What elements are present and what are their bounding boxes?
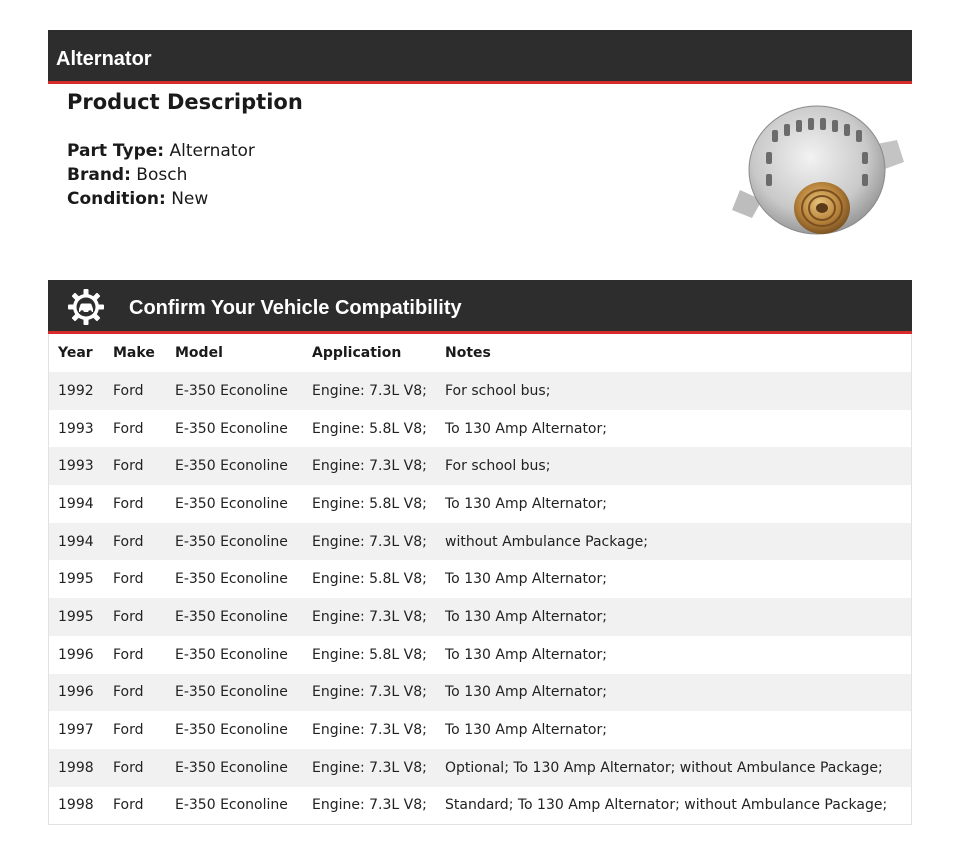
cell-make: Ford [113, 523, 175, 561]
cell-year: 1993 [49, 447, 113, 485]
cell-make: Ford [113, 722, 144, 739]
cell-application: Engine: 7.3L V8; [312, 598, 445, 636]
cell-notes: To 130 Amp Alternator; [445, 598, 911, 636]
cell-make: Ford [113, 598, 175, 636]
compatibility-table-container [48, 334, 912, 825]
table-row [49, 560, 911, 598]
part-type-label: Part Type: [67, 141, 165, 161]
column-header-model: Model [175, 345, 223, 361]
cell-application: Engine: 7.3L V8; [312, 749, 445, 787]
alternator-product-image [722, 90, 912, 250]
part-type-row [67, 141, 255, 161]
cell-notes: To 130 Amp Alternator; [445, 674, 911, 712]
page-title: Alternator [56, 48, 152, 70]
table-row [49, 485, 911, 523]
cell-application: Engine: 7.3L V8; [312, 674, 445, 712]
cell-notes: To 130 Amp Alternator; [445, 722, 607, 739]
table-row [49, 674, 911, 712]
table-row [49, 787, 911, 825]
table-row [49, 447, 911, 485]
cell-notes: To 130 Amp Alternator; [445, 420, 607, 437]
cell-model: E-350 Econoline [175, 598, 312, 636]
cell-model: E-350 Econoline [175, 372, 312, 410]
cell-model: E-350 Econoline [175, 797, 288, 814]
cell-notes: For school bus; [445, 447, 911, 485]
cell-application: Engine: 7.3L V8; [312, 372, 445, 410]
cell-make: Ford [113, 447, 175, 485]
cell-year: 1995 [58, 571, 94, 588]
alternator-header-bar [48, 30, 912, 84]
cell-model: E-350 Econoline [175, 523, 312, 561]
cell-year: 1994 [49, 523, 113, 561]
cell-notes: To 130 Amp Alternator; [445, 646, 607, 663]
brand-label: Brand: [67, 165, 131, 185]
table-header-row [49, 334, 911, 372]
cell-notes: without Ambulance Package; [445, 523, 911, 561]
compatibility-title: Confirm Your Vehicle Compatibility [129, 297, 462, 319]
cell-make: Ford [113, 749, 175, 787]
cell-application: Engine: 5.8L V8; [312, 420, 427, 437]
cell-model: E-350 Econoline [175, 495, 288, 512]
cell-year: 1997 [58, 722, 94, 739]
column-header-application: Application [312, 345, 402, 361]
column-header-notes: Notes [445, 345, 491, 361]
cell-year: 1994 [58, 495, 94, 512]
cell-make: Ford [113, 674, 175, 712]
cell-application: Engine: 7.3L V8; [312, 797, 427, 814]
cell-make: Ford [113, 420, 144, 437]
cell-year: 1993 [58, 420, 94, 437]
cell-year: 1996 [49, 674, 113, 712]
cell-application: Engine: 5.8L V8; [312, 646, 427, 663]
cell-year: 1995 [49, 598, 113, 636]
cell-application: Engine: 7.3L V8; [312, 722, 427, 739]
brand-value: Bosch [136, 165, 188, 185]
cell-application: Engine: 7.3L V8; [312, 447, 445, 485]
cell-make: Ford [113, 646, 144, 663]
cell-notes: To 130 Amp Alternator; [445, 571, 607, 588]
table-row [49, 598, 911, 636]
table-row [49, 372, 911, 410]
table-row [49, 636, 911, 674]
table-row [49, 749, 911, 787]
cell-model: E-350 Econoline [175, 674, 312, 712]
compatibility-table [49, 334, 911, 824]
cell-model: E-350 Econoline [175, 749, 312, 787]
cell-make: Ford [113, 495, 144, 512]
cell-application: Engine: 7.3L V8; [312, 523, 445, 561]
condition-value: New [171, 189, 209, 209]
compatibility-header-bar [48, 280, 912, 334]
cell-model: E-350 Econoline [175, 646, 288, 663]
cell-model: E-350 Econoline [175, 420, 288, 437]
cell-year: 1992 [49, 372, 113, 410]
cell-model: E-350 Econoline [175, 571, 288, 588]
condition-label: Condition: [67, 189, 166, 209]
cell-application: Engine: 5.8L V8; [312, 571, 427, 588]
cell-make: Ford [113, 571, 144, 588]
cell-notes: Optional; To 130 Amp Alternator; without Ambulance Package; [445, 749, 911, 787]
part-type-value: Alternator [169, 141, 255, 161]
cell-year: 1998 [58, 797, 94, 814]
cell-model: E-350 Econoline [175, 722, 288, 739]
cell-notes: For school bus; [445, 372, 911, 410]
gear-car-icon [67, 288, 105, 326]
table-row [49, 523, 911, 561]
brand-row [67, 165, 187, 185]
cell-make: Ford [113, 797, 144, 814]
product-description-title: Product Description [67, 90, 303, 114]
table-row [49, 410, 911, 448]
cell-make: Ford [113, 372, 175, 410]
cell-notes: Standard; To 130 Amp Alternator; without Ambulance Package; [445, 797, 888, 814]
cell-notes: To 130 Amp Alternator; [445, 495, 607, 512]
cell-application: Engine: 5.8L V8; [312, 495, 427, 512]
cell-year: 1996 [58, 646, 94, 663]
condition-row [67, 189, 208, 209]
column-header-make: Make [113, 345, 155, 361]
column-header-year: Year [58, 345, 93, 361]
cell-model: E-350 Econoline [175, 447, 312, 485]
cell-year: 1998 [49, 749, 113, 787]
table-row [49, 711, 911, 749]
